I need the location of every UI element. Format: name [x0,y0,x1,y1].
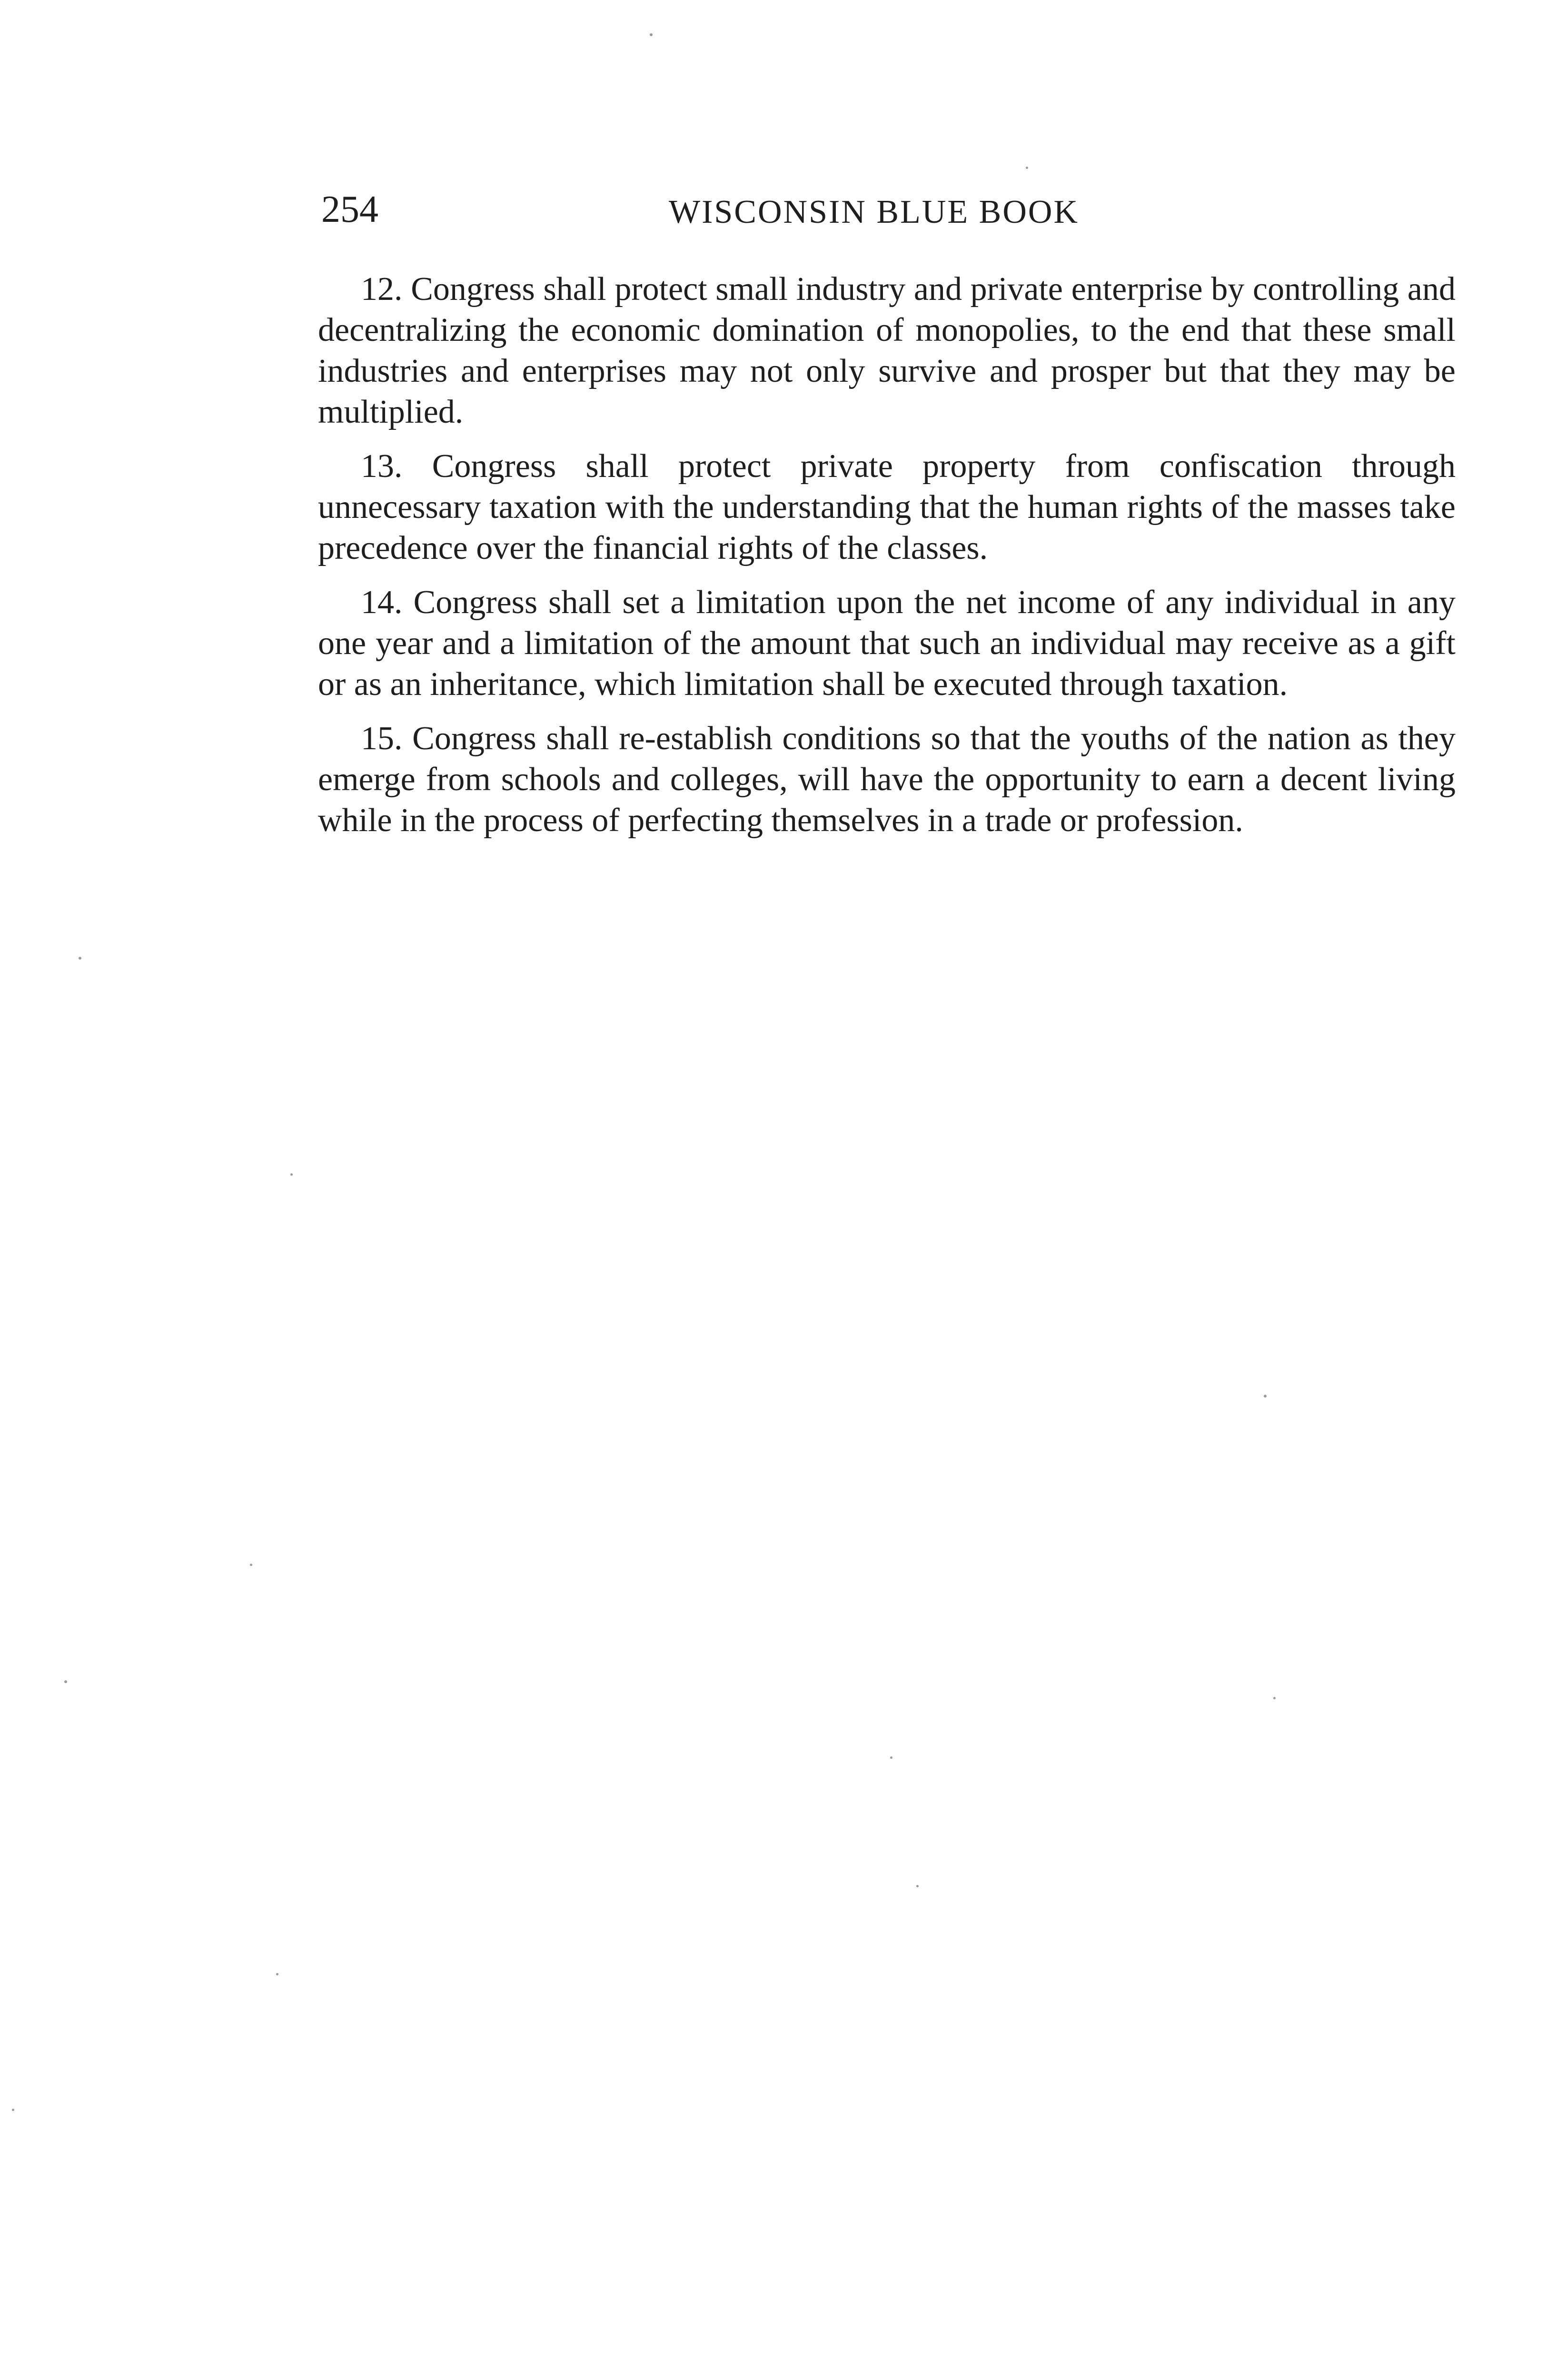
scan-speck [250,1564,252,1566]
scan-speck [64,1680,67,1683]
running-title: WISCONSIN BLUE BOOK [669,194,1079,230]
scan-speck [1264,1395,1267,1398]
paragraph-14: 14. Congress shall set a limitation upon the net income of any individual in any one year and a limitation of the amount that such an individual may receive as a gift or as an inheritance, which limitation shall be executed through taxation. [318,584,1456,703]
scan-speck [650,33,653,36]
scan-speck [890,1756,892,1759]
scan-speck [1026,167,1028,169]
paragraph-15: 15. Congress shall re-establish conditions so that the youths of the nation as they emerge from schools and colleges, will have the opportunity to earn a decent living while in the process of perfecting themselves in a trade or profession. [318,720,1456,839]
scan-speck [79,957,81,960]
paragraph-13: 13. Congress shall protect private property from confiscation through unnecessary taxation with the understanding that the human rights of the masses take precedence over the financial rights of the classes. [318,448,1456,566]
scan-speck [1273,1697,1276,1699]
scan-speck [290,1173,293,1176]
scan-speck [916,1885,919,1887]
page-header [321,183,1459,236]
page-number: 254 [321,188,378,230]
scan-speck [276,1973,278,1975]
paragraph-12: 12. Congress shall protect small industry and private enterprise by controlling and decentralizing the economic domination of monopolies, to the end that these small industries and enterprises may not only survive and prosper but that they may be multiplied. [318,271,1456,430]
body-text [318,269,1456,854]
scan-speck [12,2109,14,2111]
